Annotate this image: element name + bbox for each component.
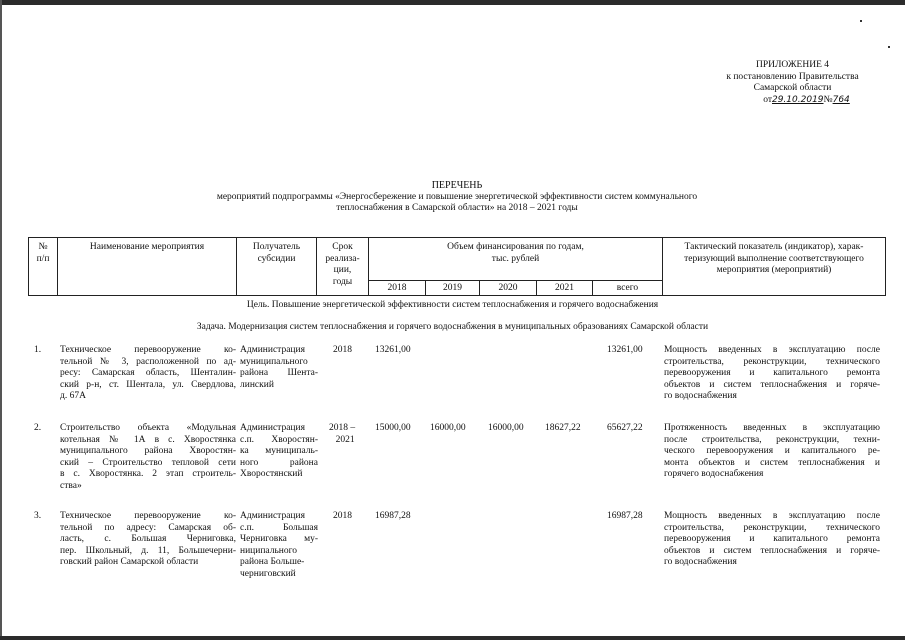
- row-value-total: 16987,28: [607, 511, 643, 521]
- title-line-2: теплоснабжения в Самарской области» на 2018 – 2021 годы: [336, 203, 578, 214]
- row-number: 1.: [34, 345, 42, 355]
- col-header-recipient: Получатель субсидии: [252, 242, 301, 264]
- table-header: [28, 237, 886, 296]
- row-value-2018: 15000,00: [375, 423, 411, 433]
- grid-line: [885, 237, 886, 296]
- date-prefix: от: [763, 94, 772, 105]
- col-header-year-2021: 2021: [555, 283, 574, 293]
- row-value-2019: 16000,00: [430, 423, 466, 433]
- scan-left-border: [0, 0, 2, 640]
- row-value-2020: 16000,00: [488, 423, 524, 433]
- title-heading: ПЕРЕЧЕНЬ: [431, 180, 483, 191]
- grid-line: [28, 295, 886, 296]
- row-name: Техническое перевооружение ко- тельной № 3, расположенной по ад- ресу: Самарская область, Шенталин- ский р-н, ст. Шентала, ул. Свердлова, д. 67А: [60, 345, 236, 402]
- appendix-region-line: Самарской области: [753, 83, 832, 94]
- col-header-year-2020: 2020: [498, 283, 518, 293]
- scan-speck: [860, 20, 862, 22]
- row-name: Техническое перевооружение ко- тельной по адресу: Самарская об- ласть, с. Большая Черниговка, пер. Школьный, д. 11, Большечерни- говский район Самарской области: [60, 511, 236, 568]
- scan-speck: [888, 46, 890, 48]
- number-sign: №: [823, 94, 833, 105]
- col-header-num: № п/п: [36, 242, 50, 264]
- handwritten-number: 764: [832, 94, 850, 105]
- col-header-year-2019: 2019: [443, 283, 462, 293]
- row-indicator: Протяженность введенных в эксплуатацию после строительства, реконструкции, техни- ческого перевооружения и капитального ре- монта объектов и систем теплоснабжения и горячего водоснабжения: [664, 423, 880, 480]
- col-header-total: всего: [616, 283, 639, 293]
- row-term: 2018 – 2021: [329, 423, 356, 445]
- row-value-2018: 16987,28: [375, 511, 411, 521]
- appendix-resolution-line: к постановлению Правительства: [726, 71, 859, 82]
- row-value-total: 13261,00: [607, 345, 643, 355]
- row-number: 2.: [34, 423, 42, 433]
- scan-bottom-border: [0, 636, 905, 640]
- col-header-financing: Объем финансирования по годам, тыс. рублей: [447, 242, 584, 264]
- row-term: 2018: [333, 345, 352, 355]
- row-value-2021: 18627,22: [545, 423, 581, 433]
- handwritten-date: 29.10.2019: [771, 94, 824, 105]
- appendix-date-line: [714, 95, 899, 107]
- grid-line: [368, 280, 662, 281]
- appendix-block: [700, 60, 885, 106]
- appendix-title: ПРИЛОЖЕНИЕ 4: [755, 60, 830, 70]
- row-recipient: Администрация с.п. Большая Черниговка му- ниципального района Больше- черниговский: [240, 511, 318, 579]
- row-value-2018: 13261,00: [375, 345, 411, 355]
- col-header-year-2018: 2018: [387, 283, 407, 293]
- row-value-total: 65627,22: [607, 423, 643, 433]
- grid-line: [28, 237, 886, 238]
- task-line: Задача. Модернизация систем теплоснабжения и горячего водоснабжения в муниципальных образованиях Самарской области: [196, 322, 709, 332]
- row-term: 2018: [333, 511, 352, 521]
- row-indicator: Мощность введенных в эксплуатацию после строительства, реконструкции, технического перевооружения и капитального ремонта объектов и систем теплоснабжения и горяче- го водоснабжения: [664, 345, 880, 402]
- row-name: Строительство объекта «Модульная котельная № 1А в с. Хворостянка муниципального района Хворостян- ский – Строительство тепловой сети в с. Хворостянка. 2 этап строитель- ства»: [60, 423, 236, 491]
- scan-top-border: [0, 0, 905, 5]
- row-indicator: Мощность введенных в эксплуатацию после строительства, реконструкции, технического перевооружения и капитального ремонта объектов и систем теплоснабжения и горяче- го водоснабжения: [664, 511, 880, 568]
- col-header-term: Срок реализа- ции, годы: [325, 242, 360, 287]
- col-header-indicator: Тактический показатель (индикатор), харак- теризующий выполнение соответствующего мероприятия (мероприятий): [684, 242, 864, 276]
- goal-line: Цель. Повышение энергетической эффективности систем теплоснабжения и горячего водоснабжения: [246, 300, 659, 310]
- row-recipient: Администрация с.п. Хворостян- ка муниципаль- ного района Хворостянский: [240, 423, 318, 480]
- row-number: 3.: [34, 511, 42, 521]
- row-recipient: Администрация муниципального района Шента- линский: [240, 345, 318, 390]
- title-line-1: мероприятий подпрограммы «Энергосбережение и повышение энергетической эффективности систем коммунального: [216, 191, 698, 202]
- col-header-name: Наименование мероприятия: [89, 242, 205, 252]
- document-title: [150, 180, 764, 215]
